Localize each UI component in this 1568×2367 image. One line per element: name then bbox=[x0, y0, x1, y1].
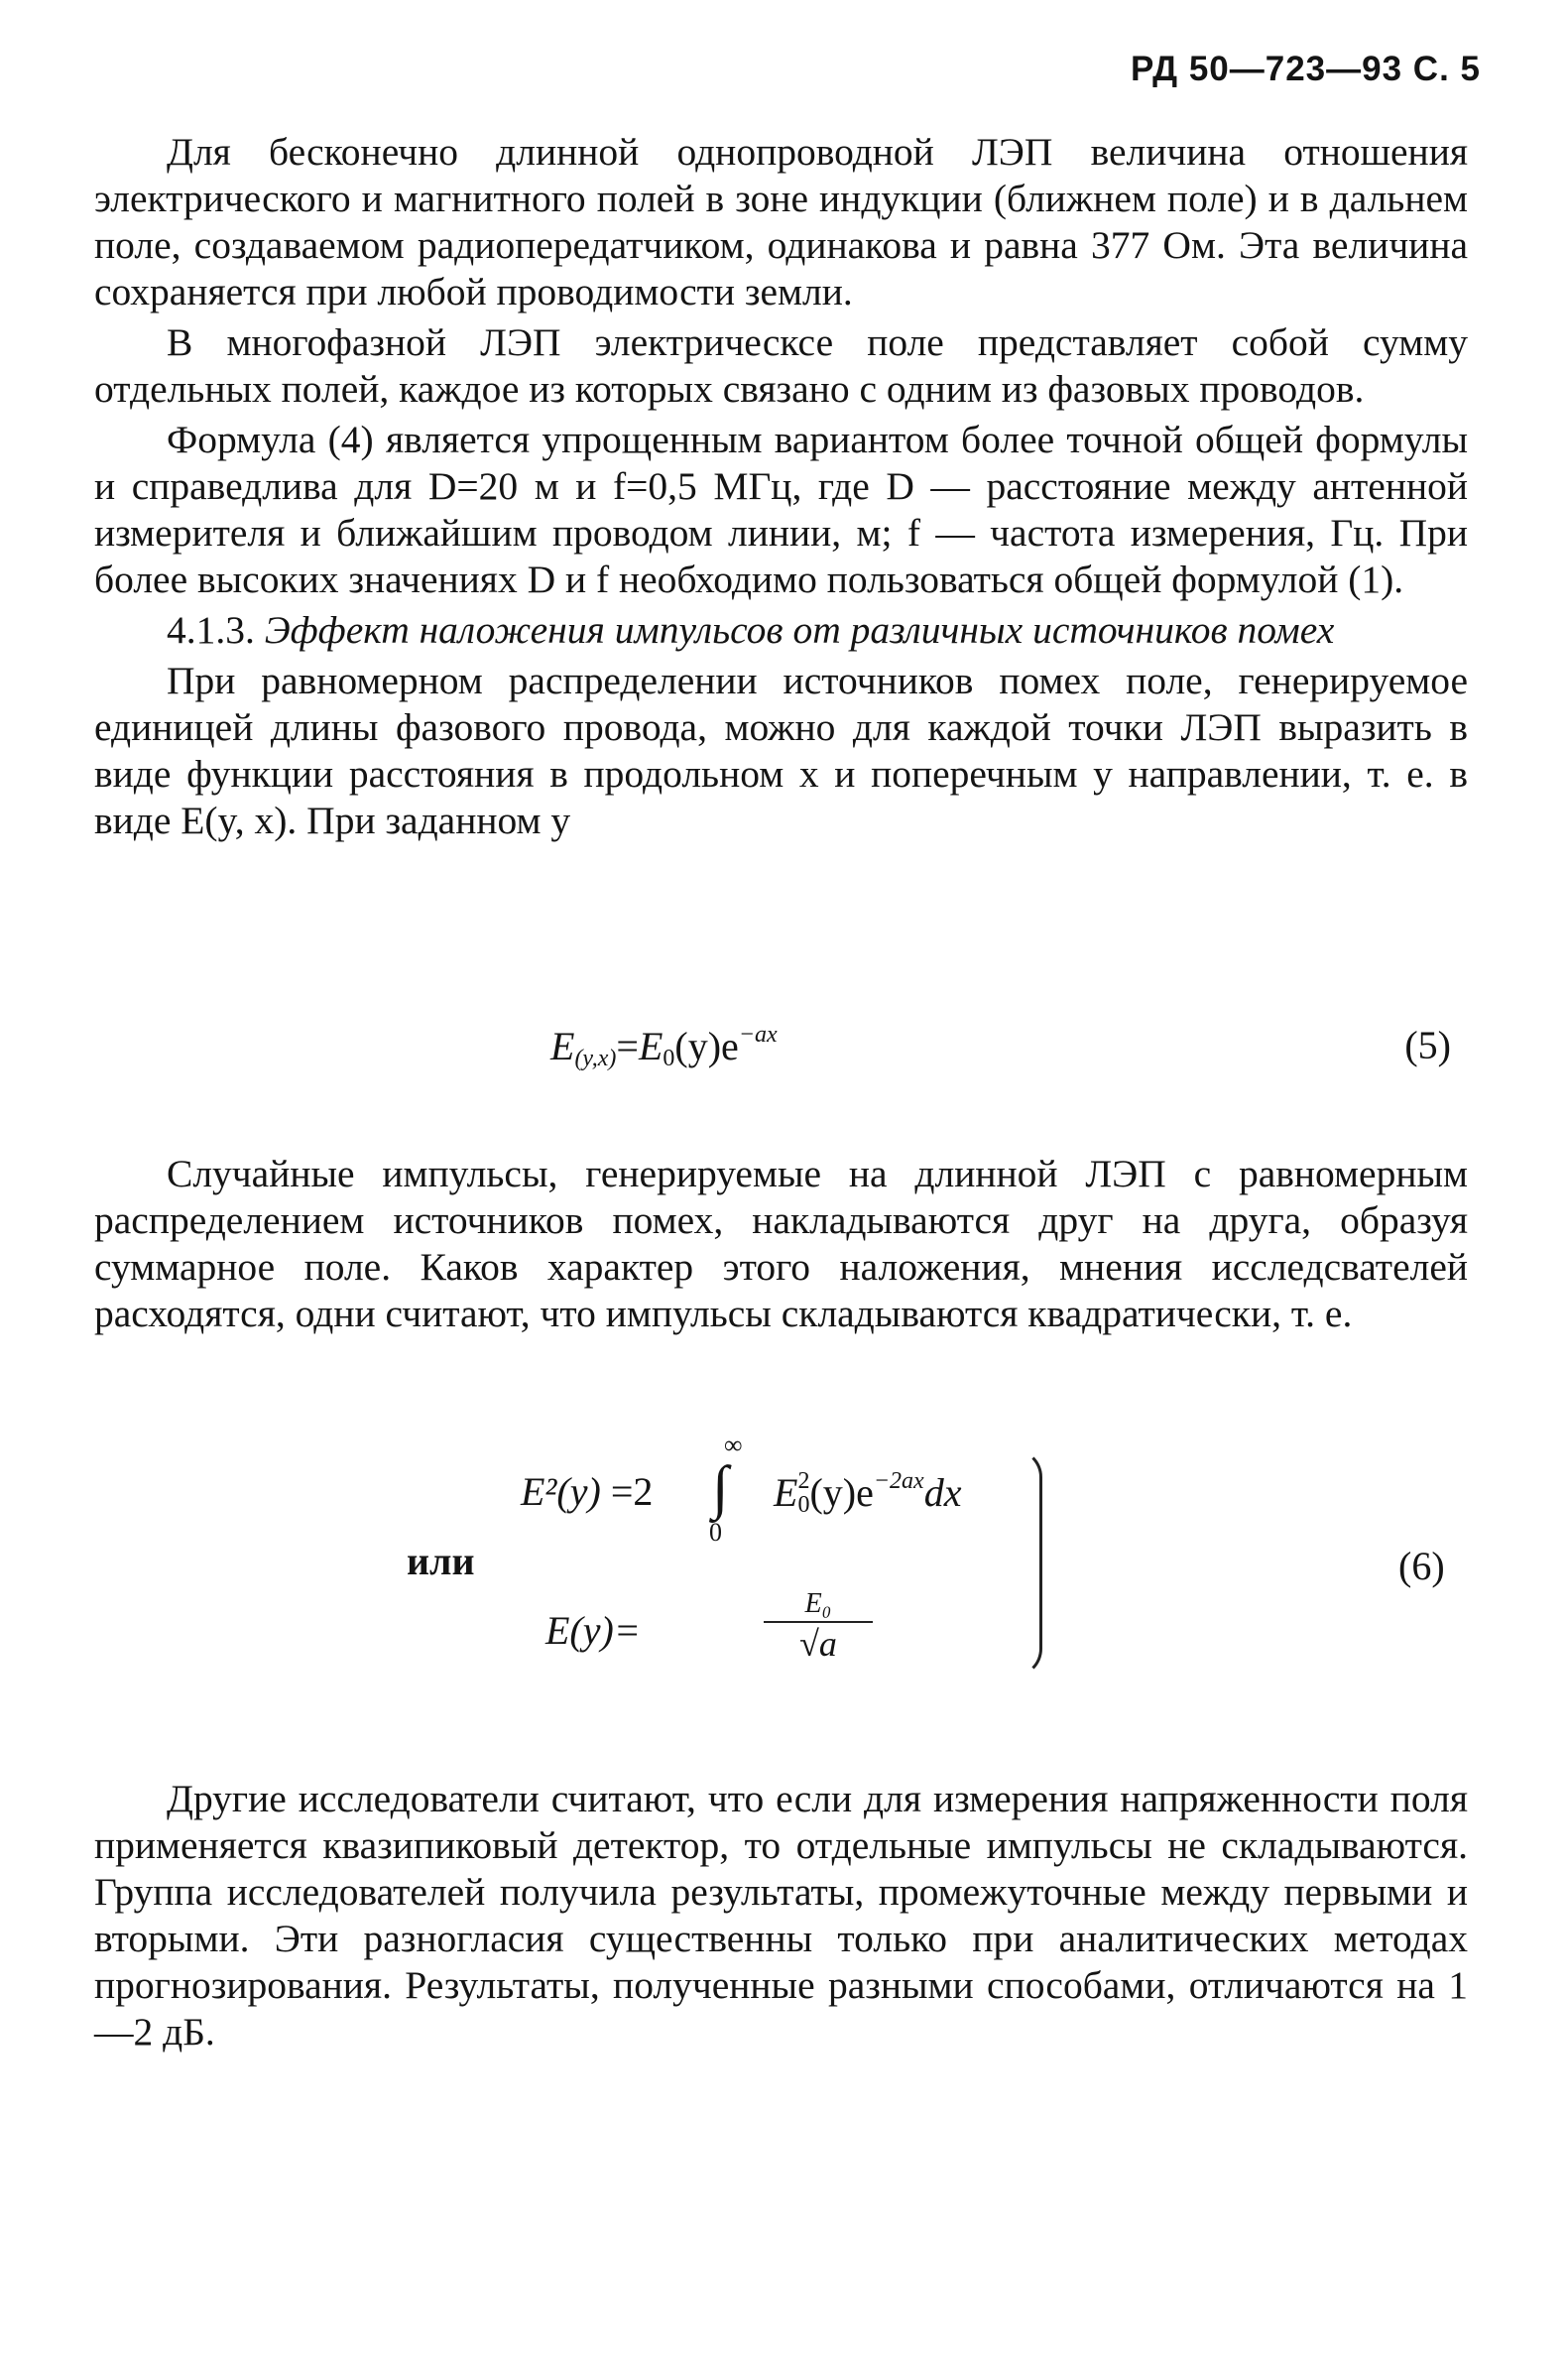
formula6-rhs-sub: 0 bbox=[797, 1492, 810, 1518]
section-number: 4.1.3. bbox=[167, 608, 255, 652]
paragraph-other-researchers: Другие исследователи считают, что если для измерения напряженности поля применяется квазипиковый детектор, то отдельные импульсы не складываются. Группа исследователей получила результаты, промежуточные между первыми и вторыми. Эти разногласия существенны только при аналитических методах прогнозирования. Результаты, полученные разными способами, отличаются на 1—2 дБ. bbox=[94, 1777, 1468, 2054]
formula6-line1-eq: =2 bbox=[610, 1469, 654, 1514]
body-text-middle bbox=[94, 1151, 1468, 1337]
right-brace bbox=[1014, 1448, 1042, 1678]
page-header-ref: РД 50—723—93 С. 5 bbox=[1131, 50, 1481, 88]
formula5-rhs-sup: −ax bbox=[738, 1022, 778, 1048]
formula6-number: (6) bbox=[1398, 1544, 1445, 1588]
formula6-rhs-exp: −2ax bbox=[873, 1468, 924, 1494]
formula6-line2-lhs-text: E(y)= bbox=[545, 1608, 641, 1653]
formula6-dx: dx bbox=[923, 1470, 962, 1515]
formula5-rhs: E bbox=[638, 1024, 663, 1068]
body-text-bottom bbox=[94, 1776, 1468, 2056]
formula6-line2-lhs bbox=[545, 1607, 641, 1654]
paragraph-multiphase: В многофазной ЛЭП электрическсе поле представляет собой сумму отдельных полей, каждое из которых связано с одним из фазовых проводов. bbox=[94, 320, 1468, 411]
formula6-integral-lower: 0 bbox=[709, 1518, 722, 1547]
formula6-rhs-tail: (y)e bbox=[809, 1470, 874, 1515]
formula6-line1 bbox=[521, 1468, 653, 1515]
formula5-eq: = bbox=[616, 1024, 639, 1068]
formula5-lhs: E bbox=[550, 1024, 575, 1068]
section-title: Эффект наложения импульсов от различных источников помех bbox=[264, 608, 1335, 652]
paragraph-formula4: Формула (4) является упрощенным вариантом более точной общей формулы и справедлива для D=20 м и f=0,5 МГц, где D — расстояние между антенной измерителя и ближайшим проводом линии, м; f — частота измерения, Гц. При более высоких значениях D и f необходимо пользоваться общей формулой (1). bbox=[94, 418, 1468, 601]
formula5-lhs-sub: (y,x) bbox=[574, 1046, 617, 1071]
formula6-or-word: или bbox=[407, 1539, 475, 1583]
formula-6 bbox=[397, 1431, 1488, 1677]
formula6-rhs-sup: 2 bbox=[797, 1468, 810, 1494]
body-text-top bbox=[94, 129, 1468, 844]
section-heading bbox=[94, 607, 1468, 654]
formula6-integral-upper: ∞ bbox=[724, 1431, 743, 1459]
formula6-fraction bbox=[764, 1587, 873, 1665]
formula6-line1-lhs: E²(y) bbox=[521, 1469, 601, 1514]
fraction-denominator: √a bbox=[799, 1624, 837, 1664]
paragraph-line-field: Для бесконечно длинной однопроводной ЛЭП величина отношения электрического и магнитного полей в зоне индукции (ближнем поле) и в дальнем поле, создаваемом радиопередатчиком, одинакова и равна 377 Ом. Эта величина сохраняется при любой проводимости земли. bbox=[94, 130, 1468, 313]
formula6-line1-rhs bbox=[774, 1468, 961, 1519]
paragraph-distribution: При равномерном распределении источников помех поле, генерируемое единицей длины фазового провода, можно для каждой точки ЛЭП выразить в виде функции расстояния в продольном x и поперечным y направлении, т. е. в виде E(y, x). При заданном y bbox=[94, 659, 1468, 842]
paragraph-random-pulses: Случайные импульсы, генерируемые на длинной ЛЭП с равномерным распределением источников помех, накладываются друг на друга, образуя суммарное поле. Каков характер этого наложения, мнения исследсвателей расходятся, одни считают, что импульсы складываются квадратически, т. е. bbox=[94, 1152, 1468, 1335]
formula5-number: (5) bbox=[1404, 1023, 1451, 1067]
formula5-rhs-arg: (y)e bbox=[674, 1024, 739, 1068]
fraction-numerator: E₀ bbox=[764, 1587, 873, 1623]
formula-5 bbox=[550, 1022, 778, 1072]
formula5-rhs-sub: 0 bbox=[663, 1046, 675, 1071]
formula6-rhs-symbol: E bbox=[774, 1470, 798, 1515]
integral-sign-icon: ∫ bbox=[712, 1454, 729, 1520]
